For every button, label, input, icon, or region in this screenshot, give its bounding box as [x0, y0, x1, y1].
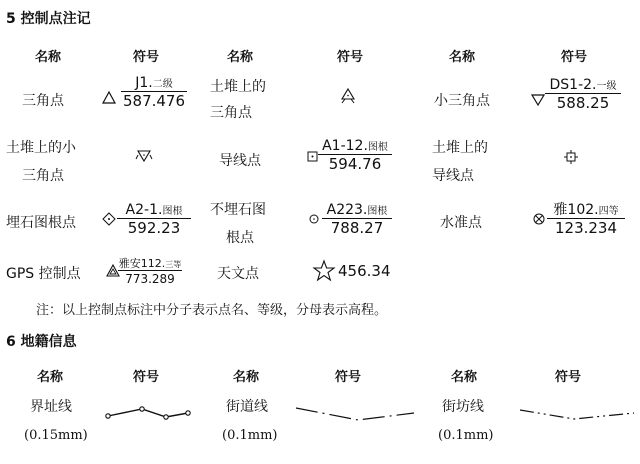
street-line-width: (0.1mm) — [222, 428, 278, 443]
s6-header-symbol-1: 符号 — [132, 370, 159, 385]
name-mound-small-triangle: 土堆上的小 三角点 — [6, 140, 76, 184]
s6-header-name-3: 名称 — [450, 370, 477, 385]
name-mound-traverse: 土堆上的 导线点 — [432, 140, 488, 184]
name-boundary-line: 界址线 — [30, 399, 72, 415]
section-6-title: 6 地籍信息 — [6, 334, 77, 350]
name-mound-triangle: 土堆上的 三角点 — [210, 79, 266, 121]
header-symbol-3: 符号 — [560, 50, 587, 65]
name-small-triangle: 小三角点 — [434, 93, 490, 109]
name-buried-control-point: 埋石图根点 — [6, 215, 76, 231]
name-unburied-control-point: 不埋石图 根点 — [210, 202, 266, 246]
header-name-3: 名称 — [448, 50, 475, 65]
mound-small-triangle-icon — [136, 150, 152, 166]
boundary-line-icon — [106, 404, 190, 424]
s6-header-name-2: 名称 — [232, 370, 259, 385]
street-line-icon — [294, 404, 416, 426]
header-name-2: 名称 — [226, 50, 253, 65]
traverse-point-label: A1-12.图根 594.76 — [318, 139, 392, 172]
mound-square-icon — [563, 149, 579, 165]
name-astronomical-point: 天文点 — [217, 266, 259, 282]
square-dot-icon — [307, 151, 318, 162]
mound-triangle-icon — [340, 88, 356, 104]
control-point-note: 注：以上控制点标注中分子表示点名、等级，分母表示高程。 — [36, 303, 388, 318]
name-triangle-point: 三角点 — [22, 93, 64, 109]
header-name-1: 名称 — [34, 50, 61, 65]
small-triangle-label: DS1-2.一级 588.25 — [545, 78, 621, 111]
name-street-line: 街道线 — [226, 399, 268, 415]
name-traverse-point: 导线点 — [219, 153, 261, 169]
block-line-icon — [518, 404, 636, 424]
name-benchmark: 水准点 — [440, 215, 482, 231]
benchmark-label: 雅102.四等 123.234 — [547, 203, 625, 236]
section-5-title: 5 控制点注记 — [6, 11, 91, 27]
s6-header-symbol-3: 符号 — [554, 370, 581, 385]
star-icon — [313, 260, 335, 281]
unburied-control-label: A223.图根 788.27 — [322, 203, 392, 236]
name-gps-control-point: GPS 控制点 — [6, 266, 81, 282]
diamond-dot-icon — [102, 212, 116, 226]
buried-control-label: A2-1.图根 592.23 — [117, 203, 191, 236]
s6-header-name-1: 名称 — [36, 370, 63, 385]
header-symbol-1: 符号 — [132, 50, 159, 65]
name-block-line: 街坊线 — [442, 399, 484, 415]
triangle-icon — [102, 91, 116, 104]
circle-dot-icon — [309, 214, 319, 224]
block-line-width: (0.1mm) — [438, 428, 494, 443]
boundary-line-width: (0.15mm) — [24, 428, 88, 443]
astronomical-point-value: 456.34 — [338, 262, 391, 280]
circle-x-icon — [533, 213, 545, 225]
s6-header-symbol-2: 符号 — [334, 370, 361, 385]
triangle-point-label: J1.二级 587.476 — [122, 75, 186, 110]
inverted-triangle-icon — [531, 94, 545, 106]
gps-control-label: 雅安112.三等 773.289 — [118, 257, 182, 286]
header-symbol-2: 符号 — [336, 50, 363, 65]
